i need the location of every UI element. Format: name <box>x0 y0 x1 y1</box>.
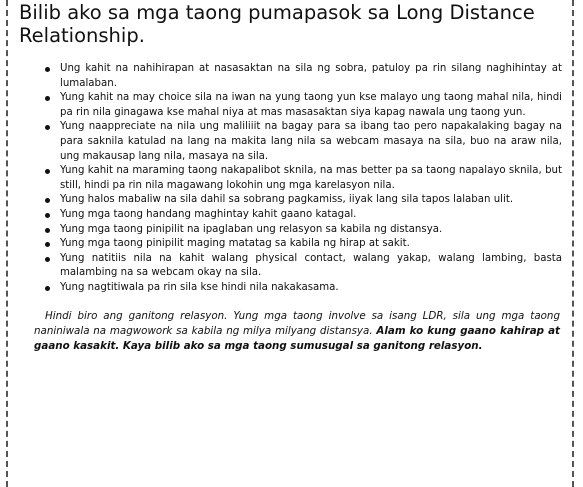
list-item-text: Yung mga taong pinipilit na ipaglaban ung relasyon sa kabila ng distansya. <box>60 223 443 235</box>
list-item-text: Ung kahit na nahihirapan at nasasaktan na sila ng sobra, patuloy pa rin silang naghihintay at lumalaban. <box>60 63 562 89</box>
closing-emphasis: Alam ko kung gaano kahirap at gaano kasakit. Kaya bilib ako sa mga taong sumusugal sa ganitong relasyon. <box>34 324 560 352</box>
list-item <box>18 237 564 252</box>
list-item-text: Yung natitiis nila na kahit walang physical contact, walang yakap, walang lambing, basta malambing na sa webcam okay na sila. <box>60 252 562 279</box>
list-item <box>18 281 564 296</box>
bullet-list <box>18 62 564 296</box>
list-item <box>18 120 564 164</box>
bullet-icon <box>45 198 50 203</box>
list-item <box>18 91 564 120</box>
list-item-text: Yung halos mabaliw na sila dahil sa sobrang pagkamiss, iiyak lang sila tapos lalaban ulit. <box>60 194 514 206</box>
document-body <box>18 0 564 354</box>
list-item-text: Yung kahit na maraming taong nakapalibot sknila, na mas better pa sa taong napalayo sknila, but still, hindi pa rin nila magawang lokohin ung mga karelasyon nila. <box>60 165 562 191</box>
list-item-text: Yung kahit na may choice sila na iwan na yung taong yun kse malayo ung taong mahal nila, hindi pa rin nila ginagawa kse mahal niya at mas masasaktan siya kapag nawala ung taong yun. <box>60 92 562 118</box>
bullet-icon <box>45 213 50 218</box>
list-item <box>18 62 564 91</box>
bullet-icon <box>45 96 50 101</box>
bullet-icon <box>45 257 50 262</box>
left-dashed-border <box>6 0 8 487</box>
bullet-icon <box>45 67 50 72</box>
bullet-icon <box>45 169 50 174</box>
bullet-icon <box>45 228 50 233</box>
list-item <box>18 164 564 193</box>
page-title: Bilib ako sa mga taong pumapasok sa Long Distance Relationship. <box>19 1 535 47</box>
list-item <box>18 208 564 223</box>
list-item-text: Yung nagtitiwala pa rin sila kse hindi nila nakakasama. <box>60 281 339 293</box>
closing-text: Hindi biro ang ganitong relasyon. Yung mga taong involve sa isang LDR, sila ung mga taong naniniwala na magwowork sa kabila ng milya milyang distansya. <box>34 309 560 337</box>
list-item-text: Yung mga taong pinipilit maging matatag sa kabila ng hirap at sakit. <box>60 238 410 250</box>
closing-paragraph <box>18 309 564 355</box>
list-item-text: Yung naappreciate na nila ung maliliiit na bagay para sa ibang tao pero napakalaking bagay na para saknila katulad na lang na makita lang nila sa webcam masaya na sila, buo na araw nila, ung makausap lang nila, masaya na sila. <box>60 121 562 162</box>
list-item <box>18 223 564 238</box>
right-dashed-border <box>572 0 574 487</box>
bullet-icon <box>45 125 50 130</box>
list-item <box>18 193 564 208</box>
bullet-icon <box>45 242 50 247</box>
list-item-text: Yung mga taong handang maghintay kahit gaano katagal. <box>60 208 357 220</box>
bullet-icon <box>45 286 50 291</box>
list-item <box>18 252 564 281</box>
